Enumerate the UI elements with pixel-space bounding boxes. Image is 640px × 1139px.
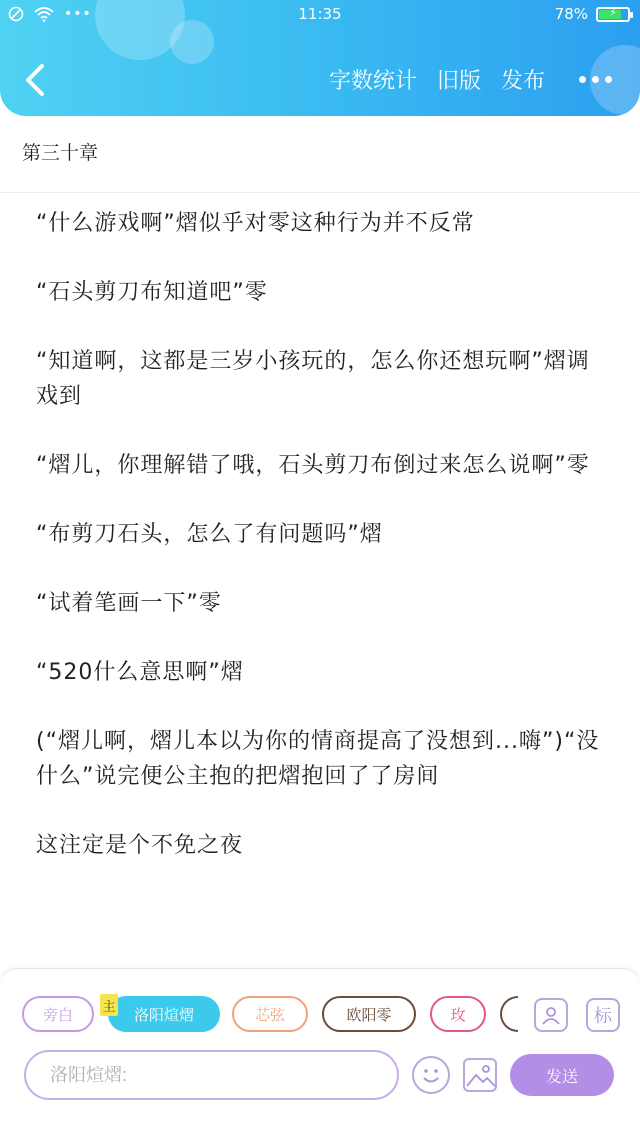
status-bar [0,0,640,30]
paragraph: “布剪刀石头，怎么了有问题吗”熠 [36,522,383,547]
divider [0,192,640,193]
paragraph: “试着笔画一下”零 [36,591,222,616]
publish-button[interactable]: 发布 [500,69,545,94]
role-chip-ouyang[interactable]: 欧阳零 [322,996,416,1032]
paragraph: “520什么意思啊”熠 [36,660,244,685]
role-chip-xinxian[interactable]: 芯弦 [232,996,308,1032]
message-input[interactable] [24,1050,399,1100]
paragraph: (“熠儿啊，熠儿本以为你的情商提高了没想到...嗨”)“没什么”说完便公主抱的把熠抱回了了房间 [36,729,600,789]
more-status-icon: ••• [64,6,92,22]
paragraph: 这注定是个不免之夜 [36,833,244,858]
story-content[interactable] [36,206,606,897]
role-chip-luoyang[interactable]: 洛阳煊熠 [108,996,220,1032]
old-version-button[interactable]: 旧版 [436,69,481,94]
paragraph: “什么游戏啊”熠似乎对零这种行为并不反常 [36,211,475,236]
chapter-title[interactable]: 第三十章 [22,142,99,164]
paragraph: “熠儿，你理解错了哦，石头剪刀布倒过来怎么说啊”零 [36,453,590,478]
status-time: 11:35 [298,5,342,23]
user-card-icon[interactable] [534,998,568,1032]
role-chip-narrator[interactable]: 旁白 [22,996,94,1032]
more-menu-icon[interactable] [579,76,612,83]
nav-area [0,1106,640,1138]
main-role-marker: 主 [100,994,118,1016]
image-icon[interactable] [463,1058,497,1092]
emoji-icon[interactable] [412,1056,450,1094]
role-chip-mei[interactable]: 玫 [430,996,486,1032]
paragraph: “知道啊，这都是三岁小孩玩的，怎么你还想玩啊”熠调戏到 [36,349,590,409]
battery-icon: ⚡ [596,7,630,22]
tag-button[interactable]: 标 [586,998,620,1032]
header-actions [329,64,612,95]
battery-percent: 78% [554,5,588,23]
word-count-button[interactable]: 字数统计 [328,69,417,94]
app-header [0,0,640,116]
back-arrow-icon[interactable] [22,62,48,98]
send-button[interactable]: 发送 [510,1054,614,1096]
paragraph: “石头剪刀布知道吧”零 [36,280,268,305]
